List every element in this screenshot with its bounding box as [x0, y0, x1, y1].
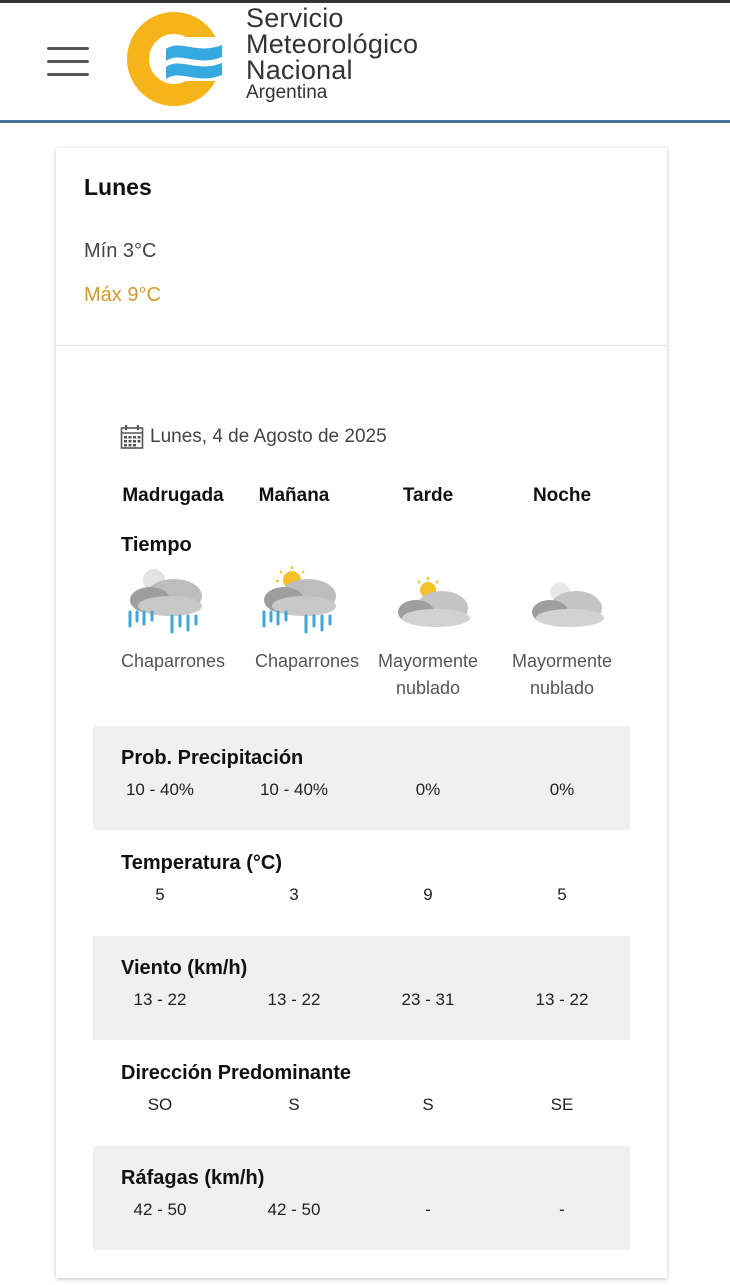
row-label: Dirección Predominante — [121, 1062, 352, 1084]
period-header-noche: Noche — [532, 485, 592, 506]
mostly-cloudy-night-icon — [524, 566, 608, 646]
day-title: Lunes — [84, 174, 152, 200]
weather-desc-tarde — [361, 648, 495, 702]
wind-direction-row — [93, 1041, 630, 1145]
row-value: 9 — [423, 885, 433, 904]
row-value: 13 - 22 — [535, 990, 589, 1009]
hamburger-menu-icon[interactable] — [47, 47, 89, 77]
row-label: Viento (km/h) — [121, 957, 248, 979]
brand-line-nacional: Nacional — [246, 55, 353, 85]
forecast-date — [120, 424, 387, 450]
card-divider — [56, 345, 667, 346]
weather-desc-line: nublado — [529, 678, 595, 698]
brand-line-argentina: Argentina — [246, 82, 328, 103]
row-value: 13 - 22 — [267, 990, 321, 1009]
row-value: 10 - 40% — [259, 780, 329, 799]
row-value: - — [559, 1200, 565, 1219]
period-header-manana: Mañana — [258, 485, 330, 506]
row-value: 13 - 22 — [133, 990, 187, 1009]
weather-section-label: Tiempo — [121, 534, 192, 556]
weather-desc-madrugada — [106, 648, 240, 675]
row-value: 10 - 40% — [125, 780, 195, 799]
gusts-row — [93, 1146, 630, 1250]
weather-desc-line: Mayormente — [511, 651, 613, 671]
period-header-tarde: Tarde — [402, 485, 454, 506]
row-value: SO — [147, 1095, 173, 1114]
weather-desc-line: Mayormente — [377, 651, 479, 671]
brand-text[interactable] — [246, 5, 418, 104]
brand-line-meteorologico: Meteorológico — [246, 29, 419, 59]
weather-desc-line: Chaparrones — [254, 651, 360, 671]
smn-logo-icon[interactable] — [126, 11, 222, 107]
row-value: 0% — [549, 780, 575, 799]
row-value: 42 - 50 — [133, 1200, 187, 1219]
wind-row — [93, 936, 630, 1040]
brand-line-servicio: Servicio — [246, 3, 344, 33]
temperature-row — [93, 831, 630, 935]
min-temperature: Mín 3°C — [84, 240, 157, 262]
row-value: - — [425, 1200, 431, 1219]
showers-day-icon — [256, 566, 340, 646]
precipitation-row — [93, 726, 630, 830]
showers-night-icon — [122, 566, 206, 646]
weather-desc-noche — [495, 648, 629, 702]
row-label: Temperatura (°C) — [121, 852, 282, 874]
site-header — [0, 3, 730, 123]
period-header-madrugada: Madrugada — [122, 485, 224, 506]
row-value: 5 — [155, 885, 165, 904]
row-value: 0% — [415, 780, 441, 799]
weather-desc-manana — [240, 648, 374, 675]
forecast-card — [56, 148, 667, 1278]
weather-desc-line: Chaparrones — [120, 651, 226, 671]
row-value: 5 — [557, 885, 567, 904]
row-value: SE — [550, 1095, 574, 1114]
weather-desc-line: nublado — [395, 678, 461, 698]
row-label: Prob. Precipitación — [121, 747, 304, 769]
row-value: 23 - 31 — [401, 990, 455, 1009]
row-value: 42 - 50 — [267, 1200, 321, 1219]
max-temperature: Máx 9°C — [84, 284, 161, 306]
calendar-icon — [120, 424, 144, 450]
forecast-date-text: Lunes, 4 de Agosto de 2025 — [150, 426, 387, 447]
row-label: Ráfagas (km/h) — [121, 1167, 265, 1189]
mostly-cloudy-day-icon — [390, 566, 474, 646]
row-value: S — [422, 1095, 434, 1114]
row-value: 3 — [289, 885, 299, 904]
row-value: S — [288, 1095, 300, 1114]
